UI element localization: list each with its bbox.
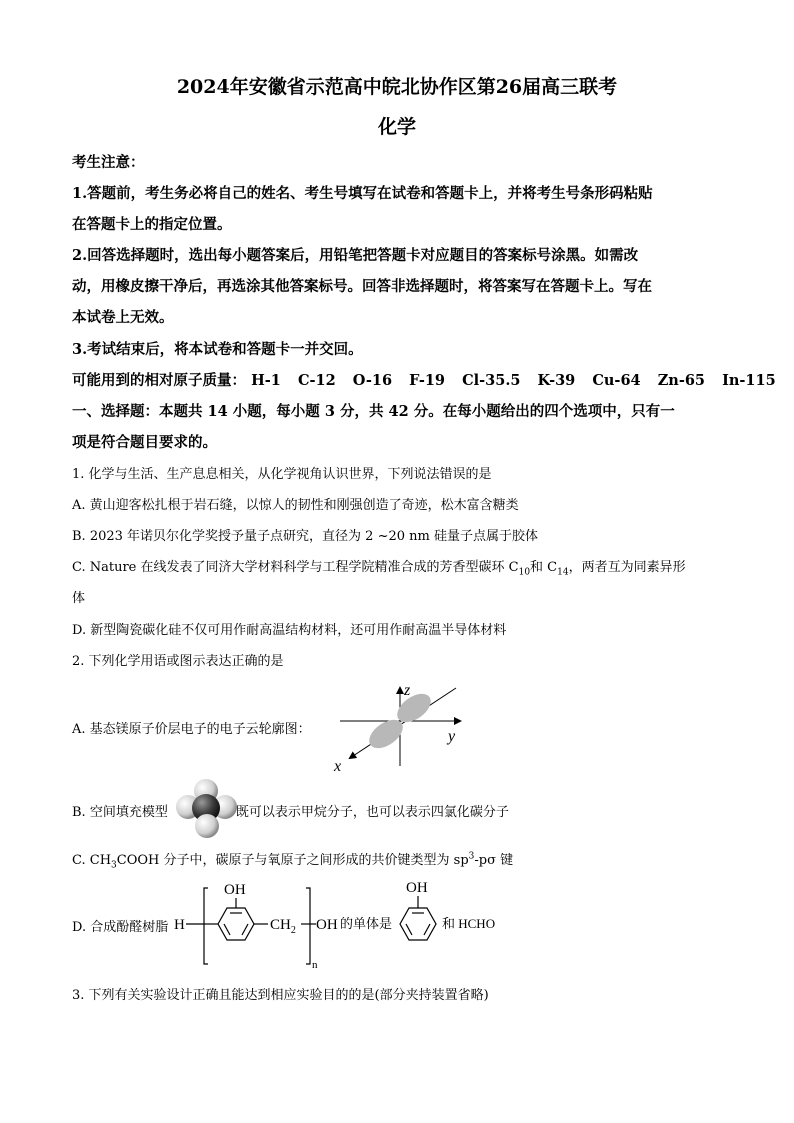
q2-option-a: A. 基态镁原子价层电子的电子云轮廓图：	[72, 722, 311, 737]
superscript: 3	[468, 851, 475, 862]
atomic-mass-item: H-1	[251, 372, 281, 389]
q1-option-b: B. 2023 年诺贝尔化学奖授予量子点研究，直径为 2 ~20 nm 硅量子点属于胶体	[72, 529, 538, 544]
atomic-mass-item: C-12	[297, 372, 336, 389]
q2-option-c-text: COOH 分子中，碳原子与氧原子之间形成的共价键类型为 sp	[116, 853, 469, 868]
q1-option-c-text: ，两者互为同素异形	[568, 560, 686, 575]
x-axis	[350, 688, 456, 758]
q1-option-c-text: C. Nature 在线发表了同济大学材料科学与工程学院精准合成的芳香型碳环 C	[72, 560, 519, 575]
phenol-oh: OH	[406, 880, 428, 896]
axis-label-z: z	[404, 682, 411, 699]
q2-option-c-text: C. CH	[72, 853, 112, 868]
q2-option-d-post: 和 HCHO	[442, 916, 496, 931]
phenolic-resin-structure	[174, 874, 504, 970]
q3-stem: 3. 下列有关实验设计正确且能达到相应实验目的的是(部分夹持装置省略)	[72, 988, 489, 1003]
resin-ch2: $CH_2$	[270, 917, 296, 936]
q1-option-c-line2: 体	[72, 591, 86, 606]
notice-item-2-line3: 本试卷上无效。	[72, 309, 174, 326]
atomic-mass-item: O-16	[352, 372, 393, 389]
q2-option-c	[72, 849, 513, 871]
notice-item-3: 3.考试结束后，将本试卷和答题卡一并交回。	[72, 341, 363, 358]
notice-heading: 考生注意：	[72, 154, 145, 171]
atomic-mass-item: Zn-65	[657, 372, 706, 389]
q2-option-b-text: 既可以表示甲烷分子，也可以表示四氯化碳分子	[235, 805, 509, 820]
notice-item-2-line2: 动，用橡皮擦干净后，再选涂其他答案标号。回答非选择题时，将答案写在答题卡上。写在	[72, 278, 652, 295]
q2-option-d-mid: 的单体是	[340, 916, 393, 931]
atomic-mass-item: Cl-35.5	[462, 372, 521, 389]
resin-oh-end: OH	[316, 917, 338, 933]
q1-option-c	[72, 556, 686, 578]
space-filling-model-image	[174, 778, 240, 840]
atomic-mass-item: K-39	[537, 372, 576, 389]
notice-item-2-line1: 2.回答选择题时，选出每小题答案后，用铅笔把答题卡对应题目的答案标号涂黑。如需改	[72, 247, 639, 264]
resin-h: H	[174, 917, 185, 933]
q2-option-d: D. 合成酚醛树脂	[72, 920, 169, 935]
q1-option-d: D. 新型陶瓷碳化硅不仅可用作耐高温结构材料，还可用作耐高温半导体材料	[72, 623, 507, 638]
q2-option-b-text: B. 空间填充模型	[72, 805, 168, 820]
atomic-masses-label: 可能用到的相对原子质量：	[72, 372, 246, 389]
p-orbital-diagram	[330, 676, 470, 776]
axis-label-x: x	[334, 758, 342, 775]
atomic-mass-item: Cu-64	[592, 372, 641, 389]
axis-label-y: y	[448, 728, 456, 745]
notice-item-1-line1: 1.答题前，考生务必将自己的姓名、考生号填写在试卷和答题卡上，并将考生号条形码粘贴	[72, 185, 653, 202]
q2-option-b	[72, 801, 509, 820]
q1-option-c-text: 和 C	[530, 560, 558, 575]
subscript: 10	[518, 567, 531, 578]
q1-stem: 1. 化学与生活、生产息息相关，从化学视角认识世界，下列说法错误的是	[72, 467, 492, 482]
subject-title: 化学	[377, 116, 416, 138]
subscript: 14	[557, 567, 569, 578]
section1-line2: 项是符合题目要求的。	[72, 434, 217, 451]
section1-line1: 一、选择题：本题共 14 小题，每小题 3 分，共 42 分。在每小题给出的四个选项中，只有一	[72, 403, 675, 420]
subscript: 3	[111, 860, 117, 871]
atomic-mass-item: F-19	[409, 372, 446, 389]
exam-title: 2024年安徽省示范高中皖北协作区第26届高三联考	[176, 76, 618, 98]
notice-item-1-line2: 在答题卡上的指定位置。	[72, 216, 232, 233]
atomic-masses-line	[72, 369, 776, 390]
resin-oh-top: OH	[224, 882, 246, 898]
atomic-mass-item: In-115	[722, 372, 776, 389]
q2-option-c-text: -pσ 键	[474, 853, 514, 868]
q2-stem: 2. 下列化学用语或图示表达正确的是	[72, 654, 284, 669]
resin-n-subscript: n	[312, 959, 318, 970]
q1-option-a: A. 黄山迎客松扎根于岩石缝，以惊人的韧性和刚强创造了奇迹，松木富含糖类	[72, 498, 519, 513]
